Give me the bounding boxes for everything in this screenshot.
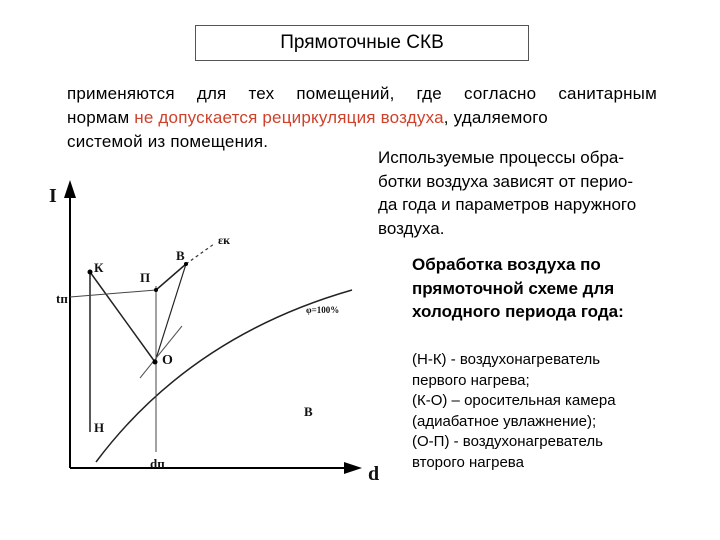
processes-line: Используемые процессы обра-: [378, 148, 625, 167]
line-b-o: [155, 264, 186, 362]
point-b-upper-label: В: [176, 248, 185, 263]
page-title-text: Прямоточные СКВ: [280, 32, 444, 53]
point-p-label: П: [140, 270, 151, 285]
point-k-label: К: [94, 260, 104, 275]
point-k-marker: [88, 270, 93, 275]
cold-period-line: прямоточной схеме для: [412, 278, 615, 298]
line-t-p: [70, 290, 156, 297]
axis-y-label: I: [49, 185, 57, 207]
processes-line: ботки воздуха зависят от перио-: [378, 171, 633, 191]
point-h-label: Н: [94, 420, 105, 435]
step-line: (Н-К) - воздухонагреватель: [412, 351, 601, 368]
tangent-line: [140, 326, 182, 378]
intro-line-3: системой из помещения.: [67, 132, 269, 151]
cold-period-line: холодного периода года:: [412, 302, 624, 321]
intro-line-2-end: , удаляемого: [443, 108, 548, 127]
point-p-marker: [154, 288, 158, 292]
axis-x-label: d: [368, 463, 380, 485]
intro-line-1: применяются для тех помещений, где согласно санитарным: [67, 84, 657, 103]
step-line: (О-П) - воздухонагреватель: [412, 433, 603, 450]
saturation-curve: [96, 290, 352, 462]
processes-line: воздуха.: [378, 218, 445, 238]
processes-line: да года и параметров наружного: [378, 195, 637, 214]
step-line: (адиабатное увлажнение);: [412, 412, 597, 430]
intro-highlight: не допускается рециркуляция воздуха: [134, 108, 444, 127]
step-line: (К-О) – оросительная камера: [412, 392, 616, 409]
epsilon-line: [186, 244, 214, 264]
phi-label: φ=100%: [306, 305, 340, 315]
epsilon-label: εк: [218, 233, 231, 247]
cold-period-line: Обработка воздуха по: [412, 255, 601, 274]
x-axis-arrow: [344, 462, 362, 474]
line-k-o: [90, 272, 155, 362]
point-o-label: О: [162, 353, 173, 368]
d-p-label: dп: [150, 456, 165, 471]
point-b-lower-label: В: [304, 404, 313, 419]
point-o-marker: [153, 360, 158, 365]
intro-line-2-start: нормам: [67, 108, 135, 127]
t-p-label: tп: [56, 291, 68, 306]
y-axis-arrow: [64, 180, 76, 198]
step-line: второго нагрева: [412, 453, 524, 471]
step-line: первого нагрева;: [412, 371, 530, 389]
